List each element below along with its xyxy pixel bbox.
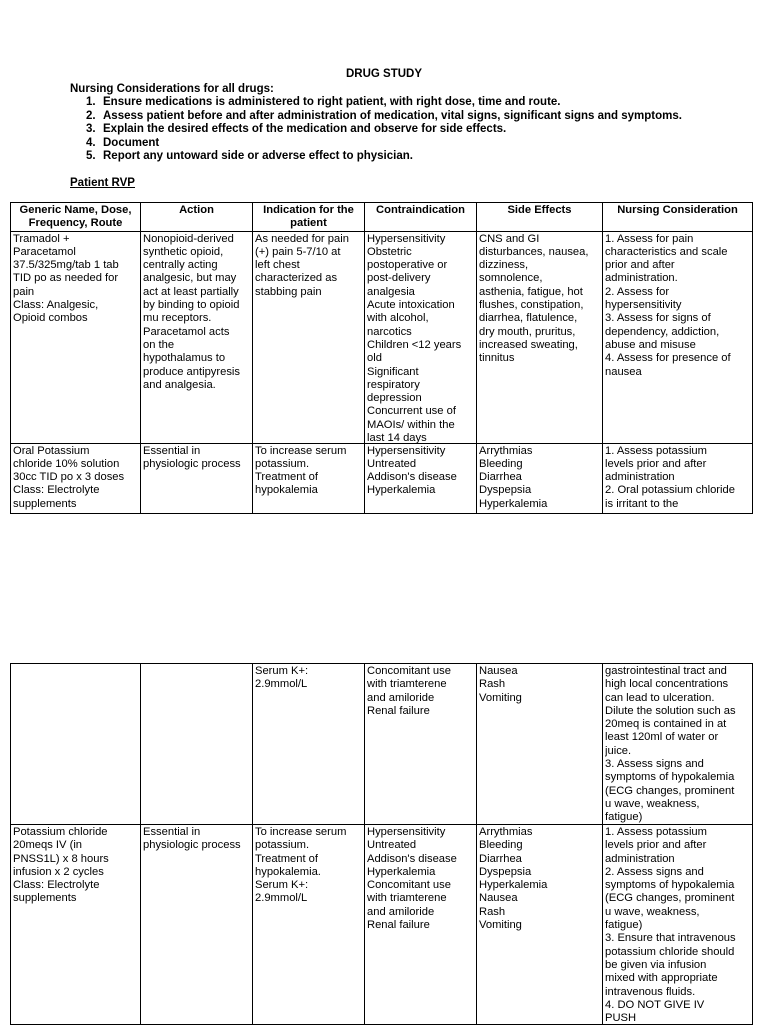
header-generic-name: Generic Name, Dose, Frequency, Route [11, 203, 141, 232]
cell-text-line: 4. DO NOT GIVE IV [605, 998, 705, 1011]
cell-text-line: Dilute the solution such as [605, 704, 736, 717]
cell-text-line: 2.9mmol/L [255, 678, 308, 691]
cell-indication [253, 443, 365, 513]
cell-text-line: Untreated [367, 457, 417, 470]
cell-text-line: 1. Assess potassium [605, 444, 707, 457]
cell-text-line: 3. Ensure that intravenous [605, 932, 736, 945]
cell-text-line: 20meqs IV (in [13, 839, 83, 852]
cell-text-line: Treatment of [255, 852, 319, 865]
cell-text-line: Bleeding [479, 839, 523, 852]
cell-text-line: 2. Assess signs and [605, 865, 704, 878]
cell-nursing-consideration [603, 825, 753, 1025]
cell-text-line: Dyspepsia [479, 484, 532, 497]
cell-text-line: tinnitus [479, 352, 515, 365]
cell-text-line: dependency, addiction, [605, 325, 720, 338]
consideration-text: Assess patient before and after administration of medication, vital signs, significant signs and symptoms. [103, 109, 682, 122]
cell-text-line: Class: Electrolyte [13, 879, 100, 892]
cell-generic-name [11, 443, 141, 513]
cell-action [141, 825, 253, 1025]
cell-text-line: Hyperkalemia [479, 497, 548, 510]
cell-text-line: administration [605, 471, 675, 484]
cell-text-line: u wave, weakness, [605, 797, 700, 810]
cell-text-line: Essential in [143, 826, 201, 838]
consideration-item [86, 137, 766, 151]
cell-text-line: Tramadol + [13, 232, 70, 245]
cell-text-line: Hypersensitivity [367, 444, 446, 457]
cell-side-effects [477, 825, 603, 1025]
cell-text-line: 1. Assess potassium [605, 826, 707, 838]
cell-text-line: hypokalemia [255, 484, 318, 497]
cell-text-line: Treatment of [255, 471, 319, 484]
cell-text-line: 2. Oral potassium chloride [605, 484, 735, 497]
table-row [11, 231, 753, 443]
consideration-item [86, 150, 766, 164]
cell-text-line: Significant [367, 365, 419, 378]
cell-text-line: potassium chloride should [605, 945, 735, 958]
cell-text-line: MAOIs/ within the [367, 418, 455, 431]
cell-text-line: (ECG changes, prominent [605, 892, 735, 905]
cell-text-line: levels prior and after [605, 839, 707, 852]
cell-nursing-consideration [603, 664, 753, 825]
cell-text-line: prior and after [605, 259, 675, 272]
cell-contraindication [365, 664, 477, 825]
consideration-text: Document [103, 136, 160, 149]
cell-text-line: with triamterene [367, 678, 447, 691]
cell-text-line: Oral Potassium [13, 444, 90, 457]
cell-text-line: physiologic process [143, 839, 241, 852]
cell-side-effects [477, 231, 603, 443]
header-action: Action [141, 203, 253, 232]
cell-text-line: As needed for pain [255, 232, 349, 245]
cell-text-line: symptoms of hypokalemia [605, 771, 735, 784]
cell-text-line: Hypersensitivity [367, 232, 446, 245]
cell-text-line: Renal failure [367, 919, 430, 932]
cell-text-line: 3. Assess signs and [605, 758, 704, 771]
cell-text-line: Arrythmias [479, 826, 533, 838]
cell-text-line: Hyperkalemia [367, 865, 436, 878]
cell-text-line: centrally acting [143, 259, 218, 272]
cell-text-line: physiologic process [143, 457, 241, 470]
cell-text-line: dry mouth, pruritus, [479, 325, 576, 338]
cell-indication [253, 231, 365, 443]
cell-generic-name [11, 664, 141, 825]
cell-text-line: gastrointestinal tract and [605, 665, 727, 677]
cell-side-effects [477, 443, 603, 513]
cell-text-line: on the [143, 338, 175, 351]
cell-text-line: Hyperkalemia [479, 879, 548, 892]
cell-text-line: chloride 10% solution [13, 457, 120, 470]
cell-text-line: somnolence, [479, 272, 543, 285]
cell-text-line: Nausea [479, 665, 518, 677]
cell-text-line: Dyspepsia [479, 865, 532, 878]
cell-text-line: nausea [605, 365, 642, 378]
cell-contraindication [365, 231, 477, 443]
cell-text-line: Nausea [479, 892, 518, 905]
cell-text-line: infusion x 2 cycles [13, 865, 104, 878]
cell-text-line: Opioid combos [13, 312, 88, 325]
header-nursing-consideration: Nursing Consideration [603, 203, 753, 232]
consideration-item [86, 96, 766, 110]
cell-text-line: post-delivery [367, 272, 431, 285]
cell-text-line: Rash [479, 678, 506, 691]
cell-indication [253, 664, 365, 825]
cell-text-line: characterized as [255, 272, 338, 285]
cell-text-line: Vomiting [479, 919, 522, 932]
cell-text-line: Diarrhea [479, 471, 522, 484]
cell-action [141, 443, 253, 513]
cell-text-line: analgesic, but may [143, 272, 237, 285]
cell-text-line: Arrythmias [479, 444, 533, 457]
cell-text-line: To increase serum [255, 826, 347, 838]
cell-text-line: Concomitant use [367, 879, 451, 892]
cell-text-line: left chest [255, 259, 300, 272]
patient-label: Patient RVP [70, 177, 135, 189]
cell-action [141, 664, 253, 825]
cell-text-line: Concomitant use [367, 665, 451, 677]
cell-text-line: mixed with appropriate [605, 972, 718, 985]
cell-text-line: diarrhea, flatulence, [479, 312, 578, 325]
cell-text-line: hypothalamus to [143, 352, 226, 365]
cell-text-line: intravenous fluids. [605, 985, 696, 998]
cell-text-line: Vomiting [479, 691, 522, 704]
cell-text-line: u wave, weakness, [605, 905, 700, 918]
cell-text-line: depression [367, 392, 422, 405]
cell-text-line: 1. Assess for pain [605, 232, 694, 245]
cell-side-effects [477, 664, 603, 825]
cell-text-line: least 120ml of water or [605, 731, 719, 744]
cell-text-line: levels prior and after [605, 457, 707, 470]
cell-text-line: (ECG changes, prominent [605, 784, 735, 797]
cell-text-line: juice. [605, 744, 632, 757]
cell-text-line: 2. Assess for [605, 285, 670, 298]
cell-text-line: potassium. [255, 457, 310, 470]
cell-text-line: 30cc TID po x 3 doses [13, 471, 125, 484]
header-indication: Indication for the patient [253, 203, 365, 232]
consideration-number: 2. [86, 109, 96, 122]
cell-text-line: supplements [13, 497, 77, 510]
cell-text-line: 37.5/325mg/tab 1 tab [13, 259, 119, 272]
cell-text-line: Serum K+: [255, 879, 309, 892]
cell-text-line: Acute intoxication [367, 299, 455, 312]
cell-text-line: Potassium chloride [13, 826, 108, 838]
header-row [11, 203, 753, 232]
cell-text-line: potassium. [255, 839, 310, 852]
cell-text-line: and analgesia. [143, 378, 216, 391]
consideration-number: 1. [86, 96, 96, 108]
cell-text-line: synthetic opioid, [143, 245, 224, 258]
cell-indication [253, 825, 365, 1025]
cell-text-line: narcotics [367, 325, 412, 338]
cell-text-line: Paracetamol [13, 245, 76, 258]
cell-text-line: fatigue) [605, 811, 643, 824]
cell-generic-name [11, 825, 141, 1025]
cell-text-line: 3. Assess for signs of [605, 312, 711, 325]
cell-text-line: Hyperkalemia [367, 484, 436, 497]
cell-text-line: CNS and GI [479, 232, 540, 245]
cell-text-line: PNSS1L) x 8 hours [13, 852, 109, 865]
cell-text-line: Bleeding [479, 457, 523, 470]
cell-text-line: administration. [605, 272, 678, 285]
cell-text-line: can lead to ulceration. [605, 691, 715, 704]
cell-text-line: dizziness, [479, 259, 529, 272]
cell-text-line: pain [13, 285, 35, 298]
drug-table-top [10, 202, 753, 514]
cell-text-line: 2.9mmol/L [255, 892, 308, 905]
consideration-item [86, 123, 766, 137]
header-contraindication: Contraindication [365, 203, 477, 232]
cell-text-line: hypersensitivity [605, 299, 682, 312]
table-row [11, 443, 753, 513]
cell-text-line: Essential in [143, 444, 201, 457]
cell-text-line: respiratory [367, 378, 420, 391]
cell-nursing-consideration [603, 443, 753, 513]
cell-text-line: is irritant to the [605, 497, 679, 510]
consideration-text: Ensure medications is administered to right patient, with right dose, time and route. [103, 96, 561, 108]
cell-action [141, 231, 253, 443]
cell-text-line: high local concentrations [605, 678, 729, 691]
cell-text-line: To increase serum [255, 444, 347, 457]
cell-text-line: and amiloride [367, 691, 435, 704]
cell-text-line: be given via infusion [605, 958, 707, 971]
cell-text-line: disturbances, nausea, [479, 245, 589, 258]
cell-text-line: Class: Electrolyte [13, 484, 100, 497]
cell-text-line: increased sweating, [479, 338, 578, 351]
cell-text-line: by binding to opioid [143, 299, 240, 312]
cell-text-line: Serum K+: [255, 665, 309, 677]
cell-text-line: stabbing pain [255, 285, 322, 298]
cell-text-line: PUSH [605, 1012, 637, 1024]
cell-text-line: Rash [479, 905, 506, 918]
cell-text-line: Concurrent use of [367, 405, 456, 418]
cell-text-line: abuse and misuse [605, 338, 696, 351]
cell-text-line: Class: Analgesic, [13, 299, 99, 312]
cell-text-line: mu receptors. [143, 312, 212, 325]
considerations-heading: Nursing Considerations for all drugs: [70, 83, 274, 95]
cell-text-line: Nonopioid-derived [143, 232, 234, 245]
consideration-text: Report any untoward side or adverse effect to physician. [103, 150, 413, 162]
consideration-number: 3. [86, 123, 96, 135]
cell-text-line: Renal failure [367, 704, 430, 717]
cell-text-line: Paracetamol acts [143, 325, 230, 338]
cell-text-line: fatigue) [605, 919, 643, 932]
cell-text-line: Addison's disease [367, 471, 457, 484]
consideration-text: Explain the desired effects of the medication and observe for side effects. [103, 123, 507, 135]
cell-text-line: Children <12 years [367, 338, 462, 351]
cell-text-line: with alcohol, [367, 312, 429, 325]
cell-contraindication [365, 825, 477, 1025]
table-row [11, 825, 753, 1025]
cell-text-line: Addison's disease [367, 852, 457, 865]
cell-generic-name [11, 231, 141, 443]
cell-text-line: act at least partially [143, 285, 239, 298]
considerations-list [86, 96, 766, 164]
cell-text-line: Obstetric [367, 245, 412, 258]
cell-text-line: old [367, 352, 382, 365]
cell-text-line: with triamterene [367, 892, 447, 905]
cell-text-line: 20meq is contained in at [605, 718, 727, 731]
cell-text-line: Diarrhea [479, 852, 522, 865]
cell-text-line: postoperative or [367, 259, 448, 272]
cell-text-line: analgesia [367, 285, 415, 298]
cell-text-line: (+) pain 5-7/10 at [255, 245, 341, 258]
cell-text-line: supplements [13, 892, 77, 905]
consideration-number: 5. [86, 150, 96, 162]
table-row [11, 664, 753, 825]
cell-text-line: 4. Assess for presence of [605, 352, 731, 365]
cell-text-line: flushes, constipation, [479, 299, 584, 312]
page-title: DRUG STUDY [345, 68, 423, 80]
cell-text-line: asthenia, fatigue, hot [479, 285, 583, 298]
cell-text-line: administration [605, 852, 675, 865]
consideration-item [86, 110, 766, 124]
cell-text-line: hypokalemia. [255, 865, 321, 878]
header-side-effects: Side Effects [477, 203, 603, 232]
consideration-number: 4. [86, 136, 96, 149]
cell-nursing-consideration [603, 231, 753, 443]
cell-text-line: TID po as needed for [13, 272, 119, 285]
cell-text-line: produce antipyresis [143, 365, 241, 378]
cell-text-line: Hypersensitivity [367, 826, 446, 838]
cell-text-line: last 14 days [367, 432, 427, 443]
cell-text-line: characteristics and scale [605, 245, 728, 258]
cell-contraindication [365, 443, 477, 513]
cell-text-line: and amiloride [367, 905, 435, 918]
cell-text-line: symptoms of hypokalemia [605, 879, 735, 892]
cell-text-line: Untreated [367, 839, 417, 852]
drug-table-bottom [10, 663, 753, 1025]
